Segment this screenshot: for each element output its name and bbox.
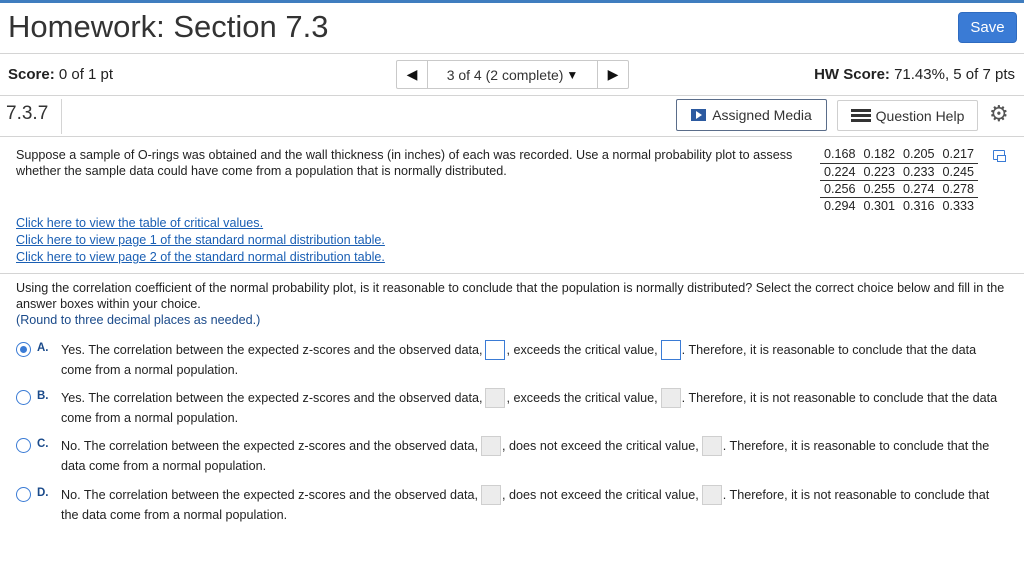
choice-text-part: , exceeds the critical value, (506, 343, 658, 357)
save-button[interactable]: Save (958, 12, 1017, 43)
critical-values-link[interactable]: Click here to view the table of critical values. (16, 216, 264, 230)
choice-c-radio[interactable] (16, 438, 31, 453)
page-title: Homework: Section 7.3 (8, 9, 329, 44)
correlation-answer-box[interactable] (485, 388, 505, 408)
gear-icon[interactable]: ⚙ (989, 101, 1009, 126)
table-cell: 0.255 (863, 181, 896, 196)
question-navigator (396, 60, 629, 89)
question-help-button[interactable] (837, 100, 978, 131)
divider (0, 53, 1024, 54)
prev-arrow-icon: ◀ (406, 66, 418, 82)
critical-value-answer-box[interactable] (702, 436, 722, 456)
table-cell: 0.223 (863, 164, 896, 179)
question-prompt (16, 280, 1006, 328)
choice-text (61, 436, 1006, 476)
question-select-dropdown[interactable] (428, 61, 597, 88)
table-cell: 0.224 (824, 164, 856, 179)
normal-table-page1-link[interactable]: Click here to view page 1 of the standard normal distribution table. (16, 233, 385, 247)
rounding-note: (Round to three decimal places as needed.) (16, 313, 261, 327)
critical-value-answer-box[interactable] (661, 340, 681, 360)
hw-score-value: 71.43%, 5 of 7 pts (889, 66, 1015, 83)
assigned-media-label: Assigned Media (712, 107, 812, 123)
correlation-answer-box[interactable] (481, 436, 501, 456)
table-cell: 0.256 (824, 181, 856, 196)
data-table (820, 146, 978, 214)
choice-letter: C. (37, 438, 49, 450)
table-row (820, 163, 978, 180)
hw-score-label: HW Score: (814, 66, 890, 83)
correlation-answer-box[interactable] (481, 485, 501, 505)
choice-text (61, 388, 1006, 428)
table-cell: 0.301 (863, 198, 896, 213)
next-question-button[interactable] (597, 61, 628, 88)
choice-text-part: . Therefore, it is reasonable to conclude that the data come from a normal population. (61, 439, 990, 473)
prev-question-button[interactable] (397, 61, 428, 88)
table-cell: 0.316 (903, 198, 935, 213)
normal-table-page2-link[interactable]: Click here to view page 2 of the standard normal distribution table. (16, 250, 385, 264)
table-cell: 0.274 (903, 181, 935, 196)
choice-b-radio[interactable] (16, 390, 31, 405)
table-cell: 0.182 (863, 147, 896, 162)
choice-d-radio[interactable] (16, 487, 31, 502)
table-cell: 0.333 (942, 198, 975, 213)
table-row (820, 146, 978, 163)
choice-text (61, 340, 1006, 380)
table-cell: 0.294 (824, 198, 856, 213)
question-text: Using the correlation coefficient of the normal probability plot, is it reasonable to conclude that the population is normally distributed? Select the correct choice below and fill in the answer boxes within your choice. (16, 281, 1005, 311)
choice-text (61, 485, 1006, 525)
choice-letter: A. (37, 342, 49, 354)
hw-score-display (814, 66, 1015, 83)
choice-text-part: Yes. The correlation between the expected z-scores and the observed data, (61, 391, 483, 405)
critical-value-answer-box[interactable] (661, 388, 681, 408)
choice-text-part: . Therefore, it is reasonable to conclude that the data come from a normal population. (61, 343, 977, 377)
table-cell: 0.245 (942, 164, 975, 179)
choice-text-part: . Therefore, it is not reasonable to conclude that the data come from a normal population. (61, 488, 990, 522)
correlation-answer-box[interactable] (485, 340, 505, 360)
assigned-media-button[interactable] (676, 99, 827, 131)
critical-value-answer-box[interactable] (702, 485, 722, 505)
choice-letter: B. (37, 390, 49, 402)
copy-icon[interactable] (993, 150, 1005, 160)
choice-a-radio[interactable] (16, 342, 31, 357)
divider (61, 99, 62, 134)
divider (0, 136, 1024, 137)
choice-letter: D. (37, 487, 49, 499)
table-row (820, 197, 978, 214)
choice-text-part: , does not exceed the critical value, (502, 439, 699, 453)
top-accent-line (0, 0, 1024, 3)
list-icon (851, 109, 871, 123)
score-value: 0 of 1 pt (54, 66, 114, 83)
choice-text-part: , exceeds the critical value, (506, 391, 658, 405)
dropdown-caret-icon: ▼ (566, 67, 579, 82)
table-cell: 0.278 (942, 181, 975, 196)
question-progress-text: 3 of 4 (2 complete) (446, 66, 564, 83)
table-row (820, 180, 978, 197)
table-cell: 0.233 (903, 164, 935, 179)
problem-statement: Suppose a sample of O-rings was obtained and the wall thickness (in inches) of each was recorded. Use a normal probability plot to assess whether the sample data could have come from a population that is normally distributed. (16, 148, 793, 178)
choice-text-part: Yes. The correlation between the expected z-scores and the observed data, (61, 343, 483, 357)
score-display (8, 66, 113, 83)
resource-links (16, 215, 385, 266)
choice-text-part: . Therefore, it is not reasonable to conclude that the data come from a normal population. (61, 391, 998, 425)
media-play-icon (691, 109, 706, 121)
table-cell: 0.205 (903, 147, 935, 162)
score-label: Score: (8, 66, 55, 83)
question-help-label: Question Help (875, 107, 965, 124)
choice-text-part: No. The correlation between the expected z-scores and the observed data, (61, 439, 479, 453)
choice-text-part: No. The correlation between the expected z-scores and the observed data, (61, 488, 479, 502)
table-cell: 0.217 (942, 147, 975, 162)
table-cell: 0.168 (824, 147, 856, 162)
divider (0, 273, 1024, 274)
next-arrow-icon: ▶ (607, 66, 619, 82)
choice-text-part: , does not exceed the critical value, (502, 488, 699, 502)
divider (0, 95, 1024, 96)
question-number: 7.3.7 (6, 103, 49, 124)
